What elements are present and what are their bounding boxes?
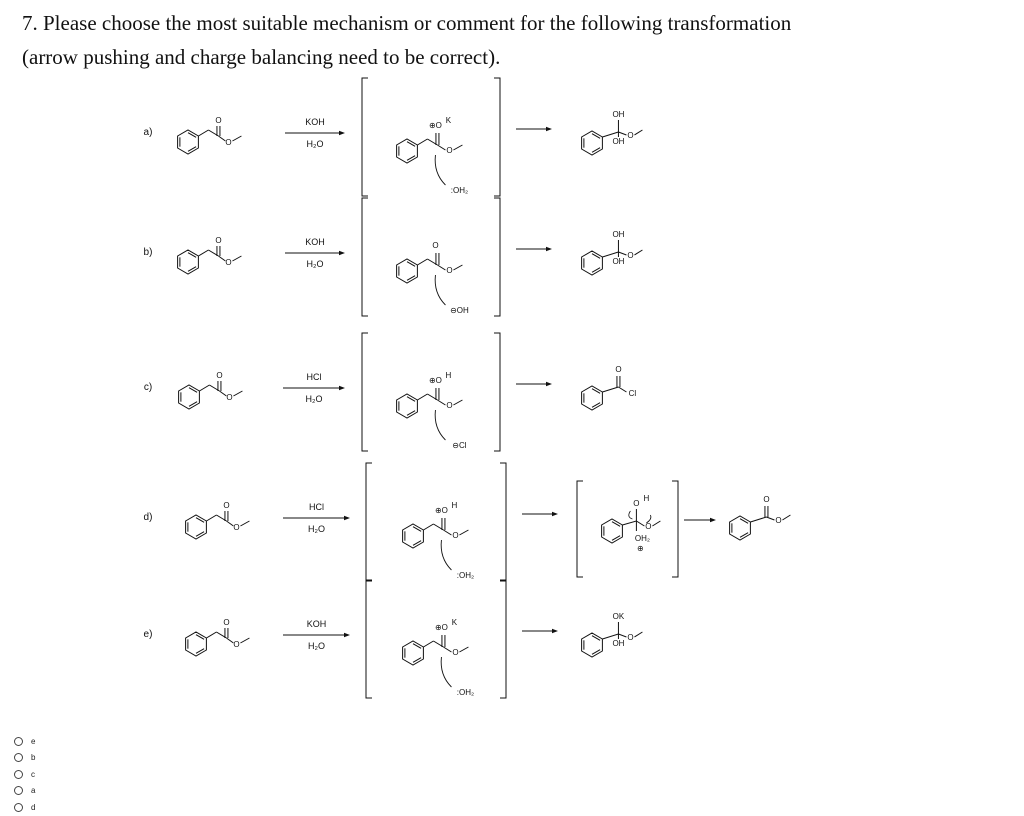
bracket-right xyxy=(494,78,500,196)
benzene-double-bond xyxy=(407,397,415,402)
benzene-double-bond xyxy=(413,658,421,663)
answer-option-a[interactable] xyxy=(14,783,35,800)
bond xyxy=(618,252,626,255)
intermediate2-charge: ⊕ xyxy=(637,544,644,553)
scheme-row-a xyxy=(144,78,643,196)
benzene-double-bond xyxy=(592,134,600,139)
product-arrow-head xyxy=(546,247,552,251)
product-top-group: OK xyxy=(612,612,625,621)
ester-oxygen: O xyxy=(446,401,453,410)
benzene-double-bond xyxy=(189,402,197,407)
bracket-right xyxy=(672,481,678,577)
answer-option-label: c xyxy=(31,769,35,779)
intermediate-substituent: H xyxy=(451,501,458,510)
reagent-bottom: H₂O xyxy=(306,139,324,149)
benzene-double-bond xyxy=(407,156,415,161)
curved-arrow xyxy=(435,410,445,440)
radio-button[interactable] xyxy=(14,737,23,746)
benzene-double-bond xyxy=(740,533,748,538)
methyl-bond xyxy=(782,515,790,520)
ester-oxygen: O xyxy=(446,266,453,275)
ester-oxygen: O xyxy=(225,258,232,267)
reagent-bottom: H₂O xyxy=(308,641,325,651)
benzene-ring xyxy=(403,524,424,548)
carbonyl-oxygen: O xyxy=(215,236,222,245)
product-arrow-head xyxy=(710,518,716,522)
scheme-label: e) xyxy=(143,629,153,640)
bond xyxy=(618,387,626,392)
bond xyxy=(750,517,766,522)
benzene-double-bond xyxy=(592,650,600,655)
radio-button[interactable] xyxy=(14,753,23,762)
bracket-left xyxy=(366,580,372,698)
nucleophile: ⊖Cl xyxy=(452,441,467,450)
answer-option-e[interactable] xyxy=(14,733,35,750)
benzene-ring xyxy=(582,633,603,657)
answer-option-label: b xyxy=(31,753,36,763)
product-top-group: OH xyxy=(612,110,625,119)
reaction-arrow-head xyxy=(339,131,345,135)
benzene-ring xyxy=(582,386,603,410)
benzene-double-bond xyxy=(196,635,204,640)
reagent-bottom: H₂O xyxy=(306,259,324,269)
scheme-row-c xyxy=(144,333,637,451)
reagent-top: HCl xyxy=(309,502,324,512)
benzene-ring xyxy=(397,259,418,283)
ester-oxygen: O xyxy=(452,531,459,540)
reaction-arrow-head xyxy=(339,251,345,255)
bracket-left xyxy=(362,198,368,316)
benzene-ring xyxy=(397,139,418,163)
benzene-double-bond xyxy=(612,522,620,527)
scheme-label: b) xyxy=(143,247,153,258)
bond xyxy=(622,521,636,525)
product-arrow-head xyxy=(552,629,558,633)
benzene-ring xyxy=(582,131,603,155)
benzene-double-bond xyxy=(592,389,600,394)
reaction-arrow-head xyxy=(344,633,350,637)
reaction-arrow-head xyxy=(339,386,345,390)
bond xyxy=(198,130,208,136)
intermediate-oxygen: ⊕O xyxy=(428,376,442,385)
benzene-double-bond xyxy=(592,636,600,641)
methyl-bond xyxy=(232,256,241,261)
intermediate-oxygen: ⊕O xyxy=(434,506,448,515)
intermediate-oxygen: ⊕O xyxy=(434,623,448,632)
benzene-double-bond xyxy=(407,262,415,267)
bond xyxy=(636,521,644,526)
methyl-bond xyxy=(459,530,468,535)
bracket-right xyxy=(494,198,500,316)
ester-oxygen: O xyxy=(452,648,459,657)
bracket-left xyxy=(577,481,583,577)
reagent-bottom: H₂O xyxy=(308,524,325,534)
benzene-ring xyxy=(403,641,424,665)
bond xyxy=(437,265,445,270)
ester-oxygen: O xyxy=(446,146,453,155)
bond xyxy=(198,250,208,256)
bracket-right xyxy=(500,580,506,698)
bond xyxy=(206,515,216,521)
bracket-right xyxy=(500,463,506,581)
benzene-double-bond xyxy=(196,532,204,537)
bond xyxy=(443,647,451,652)
benzene-ring xyxy=(582,251,603,275)
benzene-double-bond xyxy=(188,253,196,258)
benzene-ring xyxy=(178,130,199,154)
benzene-ring xyxy=(730,516,751,540)
benzene-double-bond xyxy=(189,388,197,393)
methyl-bond xyxy=(634,250,642,255)
radio-button[interactable] xyxy=(14,786,23,795)
methyl-bond xyxy=(240,638,249,643)
question-line-2: (arrow pushing and charge balancing need to be correct). xyxy=(22,45,501,69)
benzene-ring xyxy=(397,394,418,418)
bond xyxy=(417,259,427,265)
benzene-double-bond xyxy=(188,267,196,272)
methyl-bond xyxy=(453,400,462,405)
bond xyxy=(618,132,626,135)
methyl-bond xyxy=(453,145,462,150)
carbonyl-oxygen: O xyxy=(215,116,222,125)
ester-oxygen: O xyxy=(627,633,634,642)
curved-arrow xyxy=(435,155,445,185)
bond xyxy=(417,394,427,400)
bond xyxy=(618,634,626,637)
nucleophile: :OH₂ xyxy=(456,571,475,580)
intermediate-oxygen: O xyxy=(432,241,439,250)
bond xyxy=(602,387,618,392)
scheme-row-e xyxy=(144,580,643,698)
product-bottom-group: OH xyxy=(612,137,625,146)
product-top-group: O xyxy=(615,365,622,374)
intermediate2-leaving-group: OH₂ xyxy=(634,534,650,543)
methyl-bond xyxy=(232,136,241,141)
methyl-bond xyxy=(652,521,660,526)
radio-button[interactable] xyxy=(14,803,23,812)
scheme-label: c) xyxy=(143,382,153,393)
answer-option-label: e xyxy=(31,736,36,746)
benzene-double-bond xyxy=(413,527,421,532)
bond xyxy=(206,632,216,638)
benzene-double-bond xyxy=(592,254,600,259)
methyl-bond xyxy=(634,632,642,637)
intermediate-substituent: K xyxy=(451,618,458,627)
bond xyxy=(417,139,427,145)
benzene-double-bond xyxy=(196,649,204,654)
bond xyxy=(423,524,433,530)
nucleophile: :OH₂ xyxy=(450,186,469,195)
product-top-group: O xyxy=(763,495,770,504)
methyl-bond xyxy=(240,521,249,526)
bracket-left xyxy=(362,333,368,451)
scheme-row-b xyxy=(144,198,643,316)
curved-arrow xyxy=(629,511,633,519)
methyl-bond xyxy=(453,265,462,270)
reaction-arrow-head xyxy=(344,516,350,520)
benzene-double-bond xyxy=(592,268,600,273)
product-arrow-head xyxy=(552,512,558,516)
product-chloride: Cl xyxy=(628,389,637,398)
bracket-left xyxy=(362,78,368,196)
reagent-top: KOH xyxy=(306,619,327,629)
bond xyxy=(437,145,445,150)
bond xyxy=(443,530,451,535)
ester-oxygen: O xyxy=(627,131,634,140)
ester-oxygen: O xyxy=(233,640,240,649)
benzene-double-bond xyxy=(196,518,204,523)
bond xyxy=(199,385,209,391)
product-arrow-head xyxy=(546,127,552,131)
benzene-double-bond xyxy=(188,133,196,138)
intermediate2-oxygen: O xyxy=(633,499,640,508)
intermediate-oxygen: ⊕O xyxy=(428,121,442,130)
product-arrow-head xyxy=(546,382,552,386)
answer-option-c[interactable] xyxy=(14,766,35,783)
answer-option-label: a xyxy=(31,786,36,796)
ester-oxygen: O xyxy=(627,251,634,260)
curved-arrow xyxy=(435,275,445,305)
benzene-double-bond xyxy=(407,411,415,416)
reagent-top: KOH xyxy=(305,117,325,127)
carbonyl-oxygen: O xyxy=(223,618,230,627)
benzene-double-bond xyxy=(592,148,600,153)
benzene-double-bond xyxy=(407,276,415,281)
benzene-ring xyxy=(602,519,623,543)
bracket-left xyxy=(366,463,372,581)
benzene-double-bond xyxy=(188,147,196,152)
bond xyxy=(423,641,433,647)
benzene-double-bond xyxy=(740,519,748,524)
benzene-ring xyxy=(179,385,200,409)
product-bottom-group: OH xyxy=(612,639,625,648)
carbonyl-oxygen: O xyxy=(223,501,230,510)
methyl-bond xyxy=(233,391,242,396)
methyl-bond xyxy=(634,130,642,135)
nucleophile: :OH₂ xyxy=(456,688,475,697)
answer-option-d[interactable] xyxy=(14,799,35,816)
benzene-double-bond xyxy=(413,644,421,649)
benzene-ring xyxy=(178,250,199,274)
intermediate-substituent: K xyxy=(445,116,452,125)
radio-button[interactable] xyxy=(14,770,23,779)
bracket-right xyxy=(494,333,500,451)
reagent-top: HCl xyxy=(306,372,322,382)
scheme-row-d xyxy=(144,463,791,581)
intermediate-substituent: H xyxy=(445,371,452,380)
benzene-ring xyxy=(186,632,207,656)
benzene-double-bond xyxy=(413,541,421,546)
intermediate2-substituent: H xyxy=(643,494,650,503)
product-top-group: OH xyxy=(612,230,625,239)
scheme-label: d) xyxy=(143,512,153,523)
bond xyxy=(766,517,774,520)
bond xyxy=(437,400,445,405)
ester-oxygen: O xyxy=(226,393,233,402)
reagent-top: KOH xyxy=(305,237,325,247)
scheme-label: a) xyxy=(143,127,153,138)
answer-options xyxy=(14,733,35,816)
benzene-double-bond xyxy=(592,403,600,408)
ester-oxygen: O xyxy=(775,516,782,525)
ester-oxygen: O xyxy=(233,523,240,532)
methyl-bond xyxy=(459,647,468,652)
nucleophile: ⊖OH xyxy=(450,306,469,315)
curved-arrow xyxy=(441,540,451,570)
reagent-bottom: H₂O xyxy=(305,394,323,404)
benzene-ring xyxy=(186,515,207,539)
benzene-double-bond xyxy=(407,142,415,147)
ester-oxygen: O xyxy=(645,522,652,531)
carbonyl-oxygen: O xyxy=(216,371,223,380)
ester-oxygen: O xyxy=(225,138,232,147)
question-line-1: 7. Please choose the most suitable mechanism or comment for the following transformation xyxy=(22,11,792,35)
answer-option-label: d xyxy=(31,802,36,812)
answer-option-b[interactable] xyxy=(14,750,35,767)
benzene-double-bond xyxy=(612,536,620,541)
curved-arrow xyxy=(441,657,451,687)
product-bottom-group: OH xyxy=(612,257,625,266)
